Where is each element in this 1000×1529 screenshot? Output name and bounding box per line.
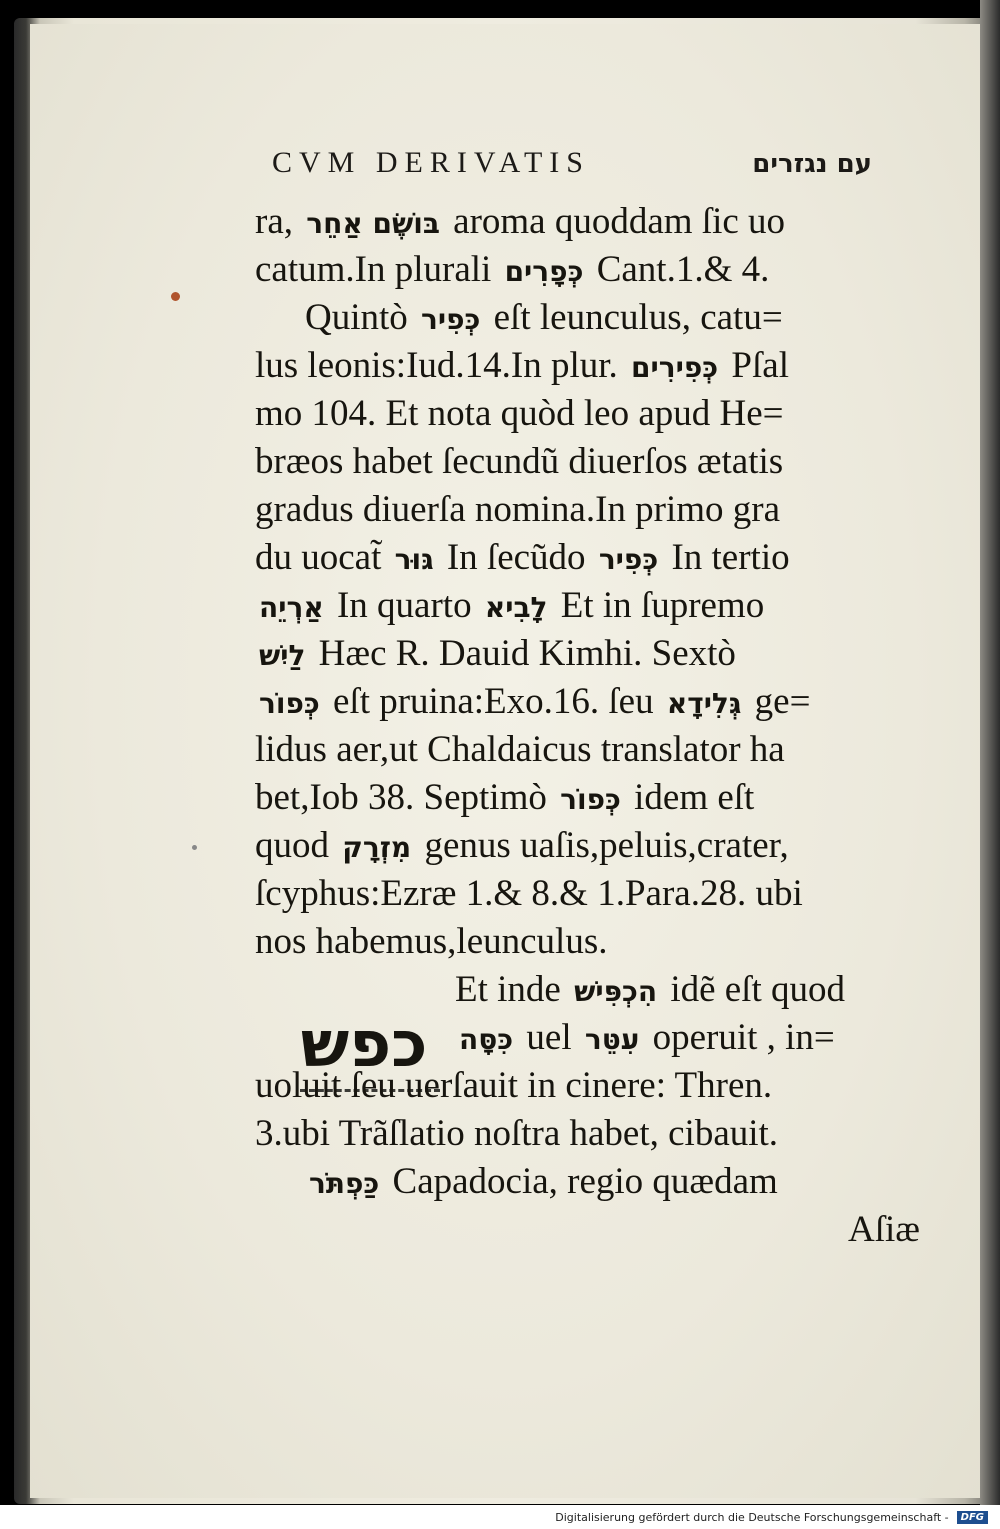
dfg-logo: DFG — [957, 1511, 988, 1524]
latin-text: Quintò — [305, 297, 418, 338]
text-line — [255, 198, 955, 246]
hebrew-word: כַּפְתֹּר — [309, 1167, 380, 1200]
text-line — [255, 1206, 955, 1254]
latin-text: In quarto — [327, 585, 481, 626]
text-line — [255, 438, 955, 486]
text-line — [255, 630, 955, 678]
hebrew-word: גּוּר — [394, 543, 434, 576]
text-line — [255, 246, 955, 294]
latin-text: gradus diuerſa nomina.In primo gra — [255, 489, 781, 530]
hebrew-word: כְּפוֹר — [560, 783, 621, 816]
text-line — [255, 678, 955, 726]
hebrew-word: כִּסָּה — [459, 1023, 514, 1056]
footer-credit: Digitalisierung gefördert durch die Deutsche Forschungsgemeinschaft - — [555, 1510, 949, 1524]
right-page-edge — [980, 0, 1000, 1505]
latin-text: Et in ſupremo — [551, 585, 765, 626]
latin-text: idem eſt — [624, 777, 755, 818]
text-line — [255, 918, 955, 966]
latin-text: quod — [255, 825, 339, 866]
text-line — [255, 966, 955, 1014]
latin-text: Aſiæ — [848, 1209, 920, 1250]
initial-hebrew-word: כפש — [300, 1008, 428, 1082]
latin-text: mo 104. Et nota quòd leo apud He= — [255, 393, 784, 434]
text-line — [255, 294, 955, 342]
hebrew-word: עִטֵּר — [584, 1023, 640, 1056]
latin-text: Pſal — [722, 345, 789, 386]
text-line — [255, 774, 955, 822]
latin-text: catum.In plurali — [255, 249, 501, 290]
running-head-latin: CVM DERIVATIS — [272, 146, 590, 179]
text-line — [255, 1158, 955, 1206]
latin-text: In tertio — [662, 537, 790, 578]
latin-text: idẽ eſt quod — [661, 969, 846, 1010]
latin-text: lus leonis:Iud.14.In plur. — [255, 345, 628, 386]
latin-text: In ſecũdo — [437, 537, 595, 578]
latin-text: nos habemus,leunculus. — [255, 921, 608, 962]
latin-text: eſt leunculus, catu= — [484, 297, 783, 338]
latin-text: bet,Iob 38. Septimò — [255, 777, 557, 818]
hebrew-word: כְּפָרִים — [504, 255, 584, 288]
ink-spot — [171, 292, 180, 301]
text-line — [255, 534, 955, 582]
text-line — [255, 822, 955, 870]
latin-text: uoluit ſeu uerſauit in cinere: Thren. — [255, 1065, 773, 1106]
text-line — [255, 582, 955, 630]
text-line — [255, 342, 955, 390]
latin-text: uel — [517, 1017, 581, 1058]
ink-speck — [192, 845, 197, 850]
hebrew-word: כְּפִיר — [598, 543, 659, 576]
page-text — [255, 198, 955, 1254]
text-line — [255, 870, 955, 918]
latin-text: ge= — [745, 681, 811, 722]
latin-text: bræos habet ſecundũ diuerſos ætatis — [255, 441, 784, 482]
hebrew-word: כְּפוֹר — [259, 687, 320, 720]
hebrew-word: כְּפִירִים — [631, 351, 719, 384]
hebrew-word: בּוֹשֶׂם אַחֵר — [306, 207, 440, 240]
text-line — [255, 390, 955, 438]
hebrew-word: לָבִיא — [484, 591, 548, 624]
running-head — [272, 146, 872, 192]
latin-text: Et inde — [455, 969, 571, 1010]
text-line — [255, 486, 955, 534]
hebrew-word: אַרְיֵה — [259, 591, 324, 624]
latin-text: ſcyphus:Ezræ 1.& 8.& 1.Para.28. ubi — [255, 873, 803, 914]
latin-text: operuit , in= — [643, 1017, 835, 1058]
hebrew-word: כְּפִיר — [421, 303, 481, 336]
text-line — [255, 1110, 955, 1158]
hebrew-word: גְּלִידָא — [666, 687, 742, 720]
latin-text: eſt pruina:Exo.16. ſeu — [323, 681, 663, 722]
latin-text: 3.ubi Trãſlatio noſtra habet, cibauit. — [255, 1113, 779, 1154]
latin-text: ra, — [255, 201, 303, 242]
hebrew-word: מִזְרָק — [342, 831, 412, 864]
latin-text: Hæc R. Dauid Kimhi. Sextò — [309, 633, 736, 674]
latin-text: Cant.1.& 4. — [587, 249, 770, 290]
latin-text: lidus aer,ut Chaldaicus translator ha — [255, 729, 785, 770]
hebrew-word: הִכְפִּישׁ — [574, 975, 658, 1008]
latin-text: aroma quoddam ſic uo — [443, 201, 786, 242]
footer — [0, 1505, 1000, 1529]
running-head-hebrew: עם נגזרים — [752, 149, 872, 179]
text-line — [255, 1014, 955, 1062]
latin-text: Capadocia, regio quædam — [383, 1161, 778, 1202]
latin-text: du uocat̃ — [255, 537, 391, 578]
hebrew-word: לַיִשׁ — [259, 639, 306, 672]
text-line — [255, 726, 955, 774]
latin-text: genus uaſis,peluis,crater, — [415, 825, 789, 866]
text-line — [255, 1062, 955, 1110]
